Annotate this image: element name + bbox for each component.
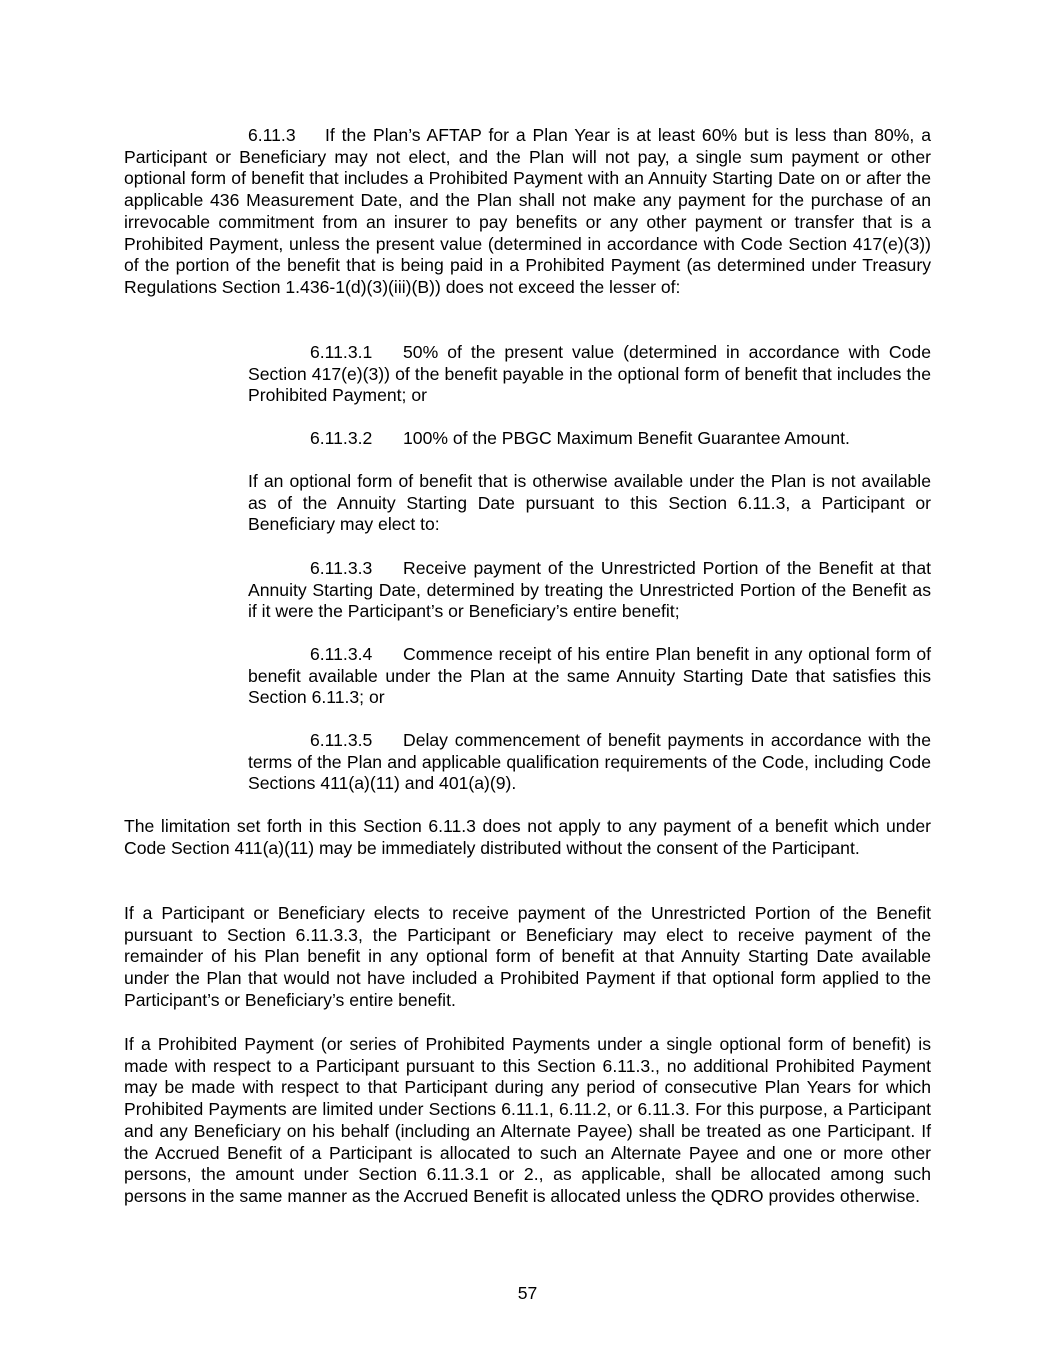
- section-text: 100% of the PBGC Maximum Benefit Guarantee Amount.: [403, 428, 850, 448]
- section-text: Commence receipt of his entire Plan benefit in any optional form of benefit available under the Plan at the same Annuity Starting Date that satisfies this Section 6.11.3; or: [248, 644, 931, 708]
- section-6-11-3-4: [248, 644, 931, 709]
- section-6-11-3-3: [248, 558, 931, 623]
- section-number: 6.11.3.4: [310, 644, 373, 664]
- section-6-11-3-1: [248, 342, 931, 407]
- section-text: Delay commencement of benefit payments in accordance with the terms of the Plan and applicable qualification requirements of the Code, including Code Sections 411(a)(11) and 401(a)(9).: [248, 730, 931, 794]
- section-number: 6.11.3: [248, 125, 296, 145]
- section-number: 6.11.3.3: [310, 558, 373, 578]
- unrestricted-portion-paragraph: If a Participant or Beneficiary elects to receive payment of the Unrestricted Portion of the Benefit pursuant to Section 6.11.3.3, the Participant or Beneficiary may elect to receive payment of the remainder of his Plan benefit in any optional form of benefit at that Annuity Starting Date available under the Plan that would not have included a Prohibited Payment if that optional form applied to the Participant’s or Beneficiary’s entire benefit.: [124, 903, 931, 1010]
- section-6-11-3-5: [248, 730, 931, 795]
- optional-form-intro: If an optional form of benefit that is otherwise available under the Plan is not available as of the Annuity Starting Date pursuant to this Section 6.11.3, a Participant or Beneficiary may elect to:: [248, 471, 931, 535]
- section-text: If the Plan’s AFTAP for a Plan Year is at least 60% but is less than 80%, a Participant or Beneficiary may not elect, and the Plan will not pay, a single sum payment or other optional form of benefit that includes a Prohibited Payment with an Annuity Starting Date on or after the applicable 436 Measurement Date, and the Plan shall not make any payment for the purchase of an irrevocable commitment from an insurer to pay benefits or any other payment or transfer that is a Prohibited Payment, unless the present value (determined in accordance with Code Section 417(e)(3)) of the portion of the benefit that is being paid in a Prohibited Payment (as determined under Treasury Regulations Section 1.436-1(d)(3)(iii)(B)) does not exceed the lesser of:: [124, 125, 931, 297]
- section-number: 6.11.3.1: [310, 342, 373, 362]
- section-number: 6.11.3.2: [310, 428, 373, 448]
- section-text: Receive payment of the Unrestricted Portion of the Benefit at that Annuity Starting Date, determined by treating the Unrestricted Portion of the Benefit as if it were the Participant’s or Beneficiary’s entire benefit;: [248, 558, 931, 622]
- section-number: 6.11.3.5: [310, 730, 373, 750]
- section-text: 50% of the present value (determined in accordance with Code Section 417(e)(3)) of the benefit payable in the optional form of benefit that includes the Prohibited Payment; or: [248, 342, 931, 406]
- prohibited-payment-paragraph: If a Prohibited Payment (or series of Prohibited Payments under a single optional form of benefit) is made with respect to a Participant pursuant to this Section 6.11.3., no additional Prohibited Payment may be made with respect to that Participant during any period of consecutive Plan Years for which Prohibited Payments are limited under Sections 6.11.1, 6.11.2, or 6.11.3. For this purpose, a Participant and any Beneficiary on his behalf (including an Alternate Payee) shall be treated as one Participant. If the Accrued Benefit of a Participant is allocated to such an Alternate Payee and one or more other persons, the amount under Section 6.11.3.1 or 2., as applicable, shall be allocated among such persons in the same manner as the Accrued Benefit is allocated unless the QDRO provides otherwise.: [124, 1034, 931, 1206]
- section-6-11-3-2: [248, 428, 931, 450]
- limitation-paragraph: The limitation set forth in this Section 6.11.3 does not apply to any payment of a benefit which under Code Section 411(a)(11) may be immediately distributed without the consent of the Participant.: [124, 816, 931, 858]
- section-6-11-3: [124, 125, 931, 299]
- page-number: 57: [517, 1283, 538, 1303]
